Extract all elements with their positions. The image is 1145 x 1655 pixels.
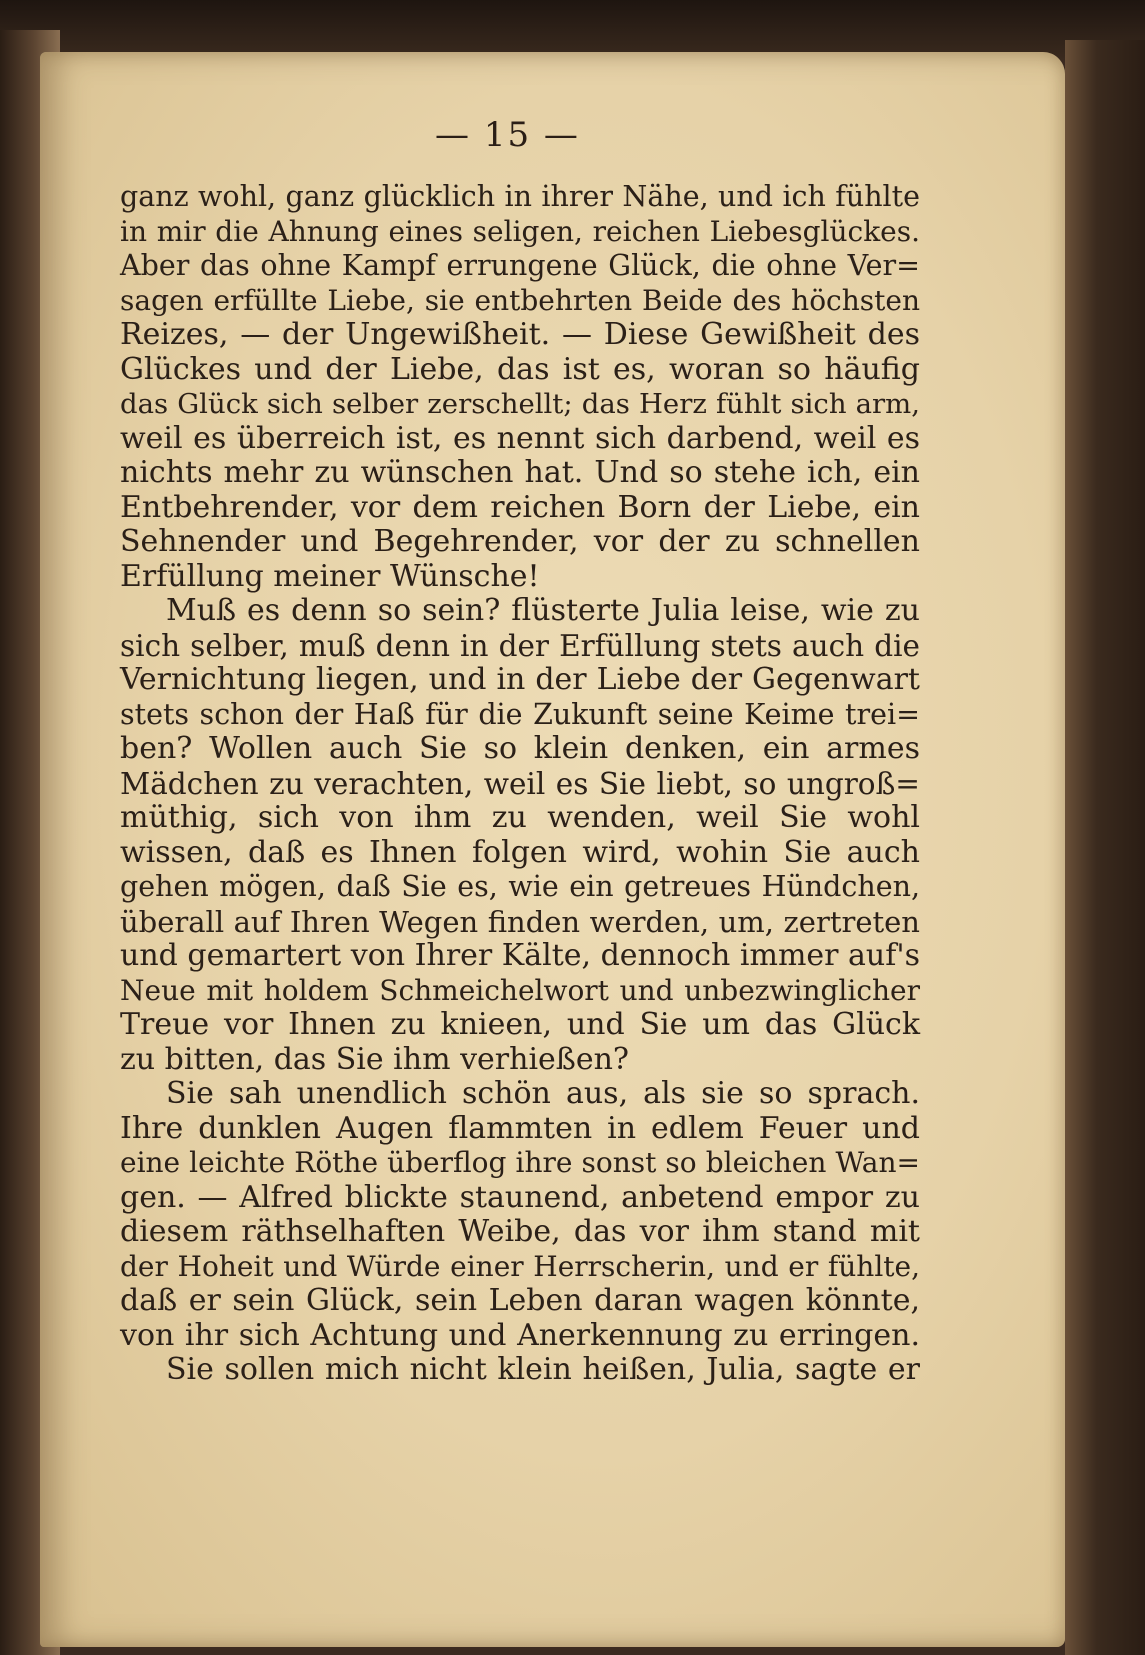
text-line: Sie sollen mich nicht klein heißen, Julia, sagte er: [166, 1352, 920, 1387]
text-line: Neue mit holdem Schmeichelwort und unbezwinglicher: [120, 973, 920, 1007]
text-line: Ihre dunklen Augen flammten in edlem Feuer und: [120, 1110, 920, 1146]
text-line: müthig, sich von ihm zu wenden, weil Sie wohl: [120, 800, 920, 835]
text-line: sich selber, muß denn in der Erfüllung stets auch die: [120, 628, 920, 663]
text-line: überall auf Ihren Wegen finden werden, um, zertreten: [120, 904, 920, 939]
book-binding-top: [0, 0, 1145, 60]
text-line: zu bitten, das Sie ihm verhießen?: [120, 1041, 629, 1077]
text-line: Vernichtung liegen, und in der Liebe der Gegenwart: [120, 662, 920, 697]
page-number: — 15 —: [435, 115, 580, 155]
text-line: in mir die Ahnung eines seligen, reichen Liebesglückes.: [120, 214, 920, 248]
text-line: Treue vor Ihnen zu knieen, und Sie um das Glück: [120, 1007, 920, 1042]
text-line: Sehnender und Begehrender, vor der zu schnellen: [120, 524, 920, 559]
text-line: sagen erfüllte Liebe, sie entbehrten Beide des höchsten: [120, 283, 920, 317]
text-line: Reizes, — der Ungewißheit. — Diese Gewißheit des: [120, 317, 920, 352]
text-line: Glückes und der Liebe, das ist es, woran so häufig: [120, 351, 920, 387]
text-line: daß er sein Glück, sein Leben daran wagen könnte,: [120, 1283, 920, 1318]
text-line: ben? Wollen auch Sie so klein denken, ein armes: [120, 731, 920, 766]
text-line: ganz wohl, ganz glücklich in ihrer Nähe, und ich fühlte: [120, 180, 920, 213]
text-line: diesem räthselhaften Weibe, das vor ihm stand mit: [120, 1214, 920, 1249]
text-line: wissen, daß es Ihnen folgen wird, wohin Sie auch: [120, 834, 920, 870]
text-line: Sie sah unendlich schön aus, als sie so sprach.: [166, 1076, 920, 1111]
text-line: Muß es denn so sein? flüsterte Julia leise, wie zu: [166, 593, 920, 628]
text-line: eine leichte Röthe überflog ihre sonst so bleichen Wan=: [120, 1146, 920, 1179]
page-text: [120, 180, 920, 1388]
text-line: weil es überreich ist, es nennt sich darbend, weil es: [120, 420, 920, 456]
book-page: [40, 52, 1065, 1647]
text-line: Erfüllung meiner Wünsche!: [120, 558, 540, 594]
text-line: Entbehrender, vor dem reichen Born der Liebe, ein: [120, 489, 920, 525]
text-line: und gemartert von Ihrer Kälte, dennoch immer auf's: [120, 938, 920, 973]
text-line: das Glück sich selber zerschellt; das Herz fühlt sich arm,: [120, 388, 920, 420]
text-line: gehen mögen, daß Sie es, wie ein getreues Hündchen,: [120, 870, 920, 903]
text-line: Aber das ohne Kampf errungene Glück, die ohne Ver=: [120, 249, 920, 282]
text-line: nichts mehr zu wünschen hat. Und so stehe ich, ein: [120, 455, 920, 490]
book-right-edge: [1065, 40, 1145, 1655]
text-line: Mädchen zu verachten, weil es Sie liebt, so ungroß=: [120, 766, 920, 801]
text-line: stets schon der Haß für die Zukunft seine Keime trei=: [120, 697, 920, 731]
text-line: gen. — Alfred blickte staunend, anbetend empor zu: [120, 1179, 920, 1215]
text-line: von ihr sich Achtung und Anerkennung zu erringen.: [120, 1317, 920, 1353]
text-line: der Hoheit und Würde einer Herrscherin, und er fühlte,: [120, 1249, 920, 1283]
